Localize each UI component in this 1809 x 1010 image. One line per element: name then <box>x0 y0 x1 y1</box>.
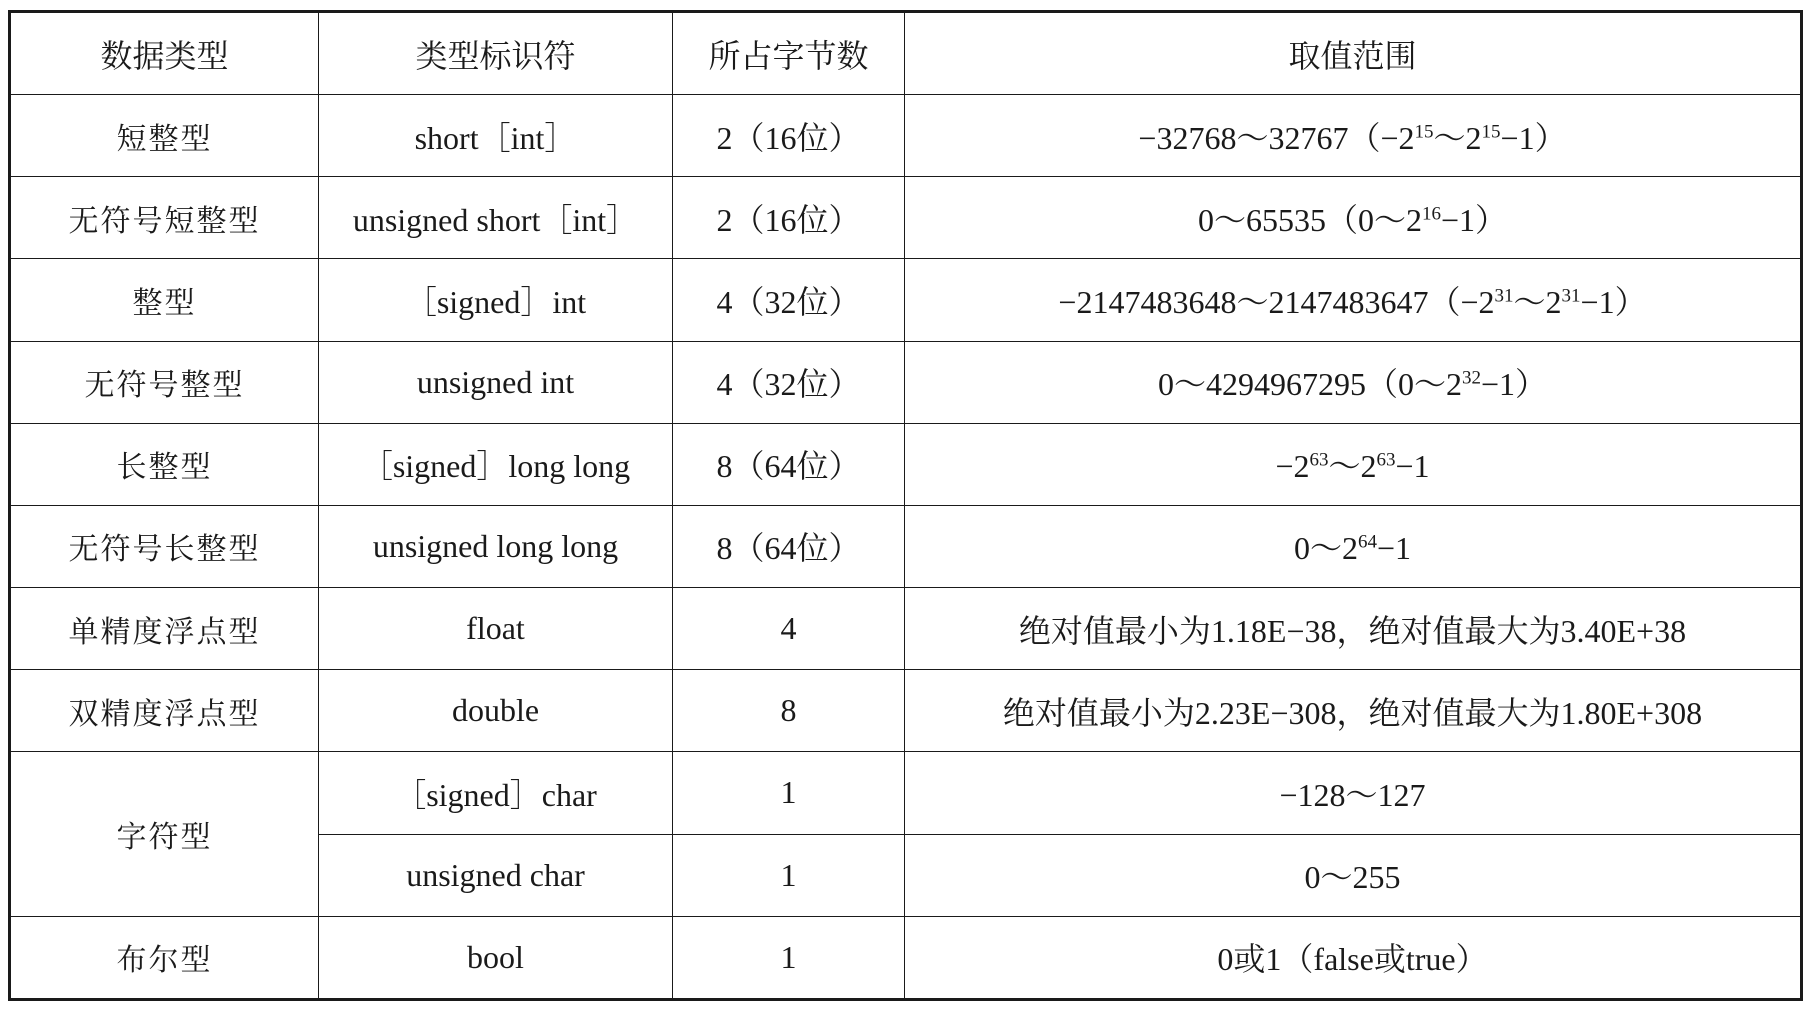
range-exponent: 15 <box>1481 120 1501 142</box>
cell-byte-size: 4（32位） <box>673 341 905 423</box>
cell-data-type: 整型 <box>10 259 319 341</box>
table-row <box>10 505 1802 587</box>
cell-data-type: 布尔型 <box>10 916 319 999</box>
table-row <box>10 259 1802 341</box>
cell-data-type: 无符号长整型 <box>10 505 319 587</box>
cell-byte-size: 1 <box>673 916 905 999</box>
range-text: −2 <box>1275 448 1310 485</box>
range-text: −1） <box>1440 201 1508 238</box>
cell-type-identifier: double <box>319 670 673 752</box>
cell-value-range <box>905 588 1802 670</box>
cell-byte-size: 8（64位） <box>673 505 905 587</box>
cell-byte-size: 1 <box>673 834 905 916</box>
cell-value-range <box>905 177 1802 259</box>
range-exponent: 16 <box>1421 203 1441 225</box>
range-text: 0～4294967295（0～2 <box>1157 366 1462 403</box>
cell-value-range <box>905 423 1802 505</box>
cell-type-identifier: unsigned int <box>319 341 673 423</box>
range-text: −128～127 <box>1279 776 1426 813</box>
cell-value-range <box>905 834 1802 916</box>
cell-value-range <box>905 670 1802 752</box>
range-text: ～2 <box>1513 283 1562 320</box>
cell-data-type: 字符型 <box>10 752 319 916</box>
cell-data-type: 单精度浮点型 <box>10 588 319 670</box>
range-text: −1） <box>1500 119 1567 156</box>
range-exponent: 31 <box>1494 285 1514 307</box>
cell-data-type: 无符号短整型 <box>10 177 319 259</box>
range-text: 绝对值最小为2.23E−308，绝对值最大为1.80E+308 <box>1002 694 1703 731</box>
cell-byte-size: 4（32位） <box>673 259 905 341</box>
cell-type-identifier: ［signed］char <box>319 752 673 834</box>
cell-value-range <box>905 752 1802 834</box>
range-exponent: 63 <box>1309 449 1329 471</box>
range-exponent: 32 <box>1461 367 1481 389</box>
range-text: 0或1（false或true） <box>1217 941 1488 978</box>
cell-type-identifier: float <box>319 588 673 670</box>
cell-type-identifier: ［signed］int <box>319 259 673 341</box>
cell-data-type: 短整型 <box>10 95 319 177</box>
range-exponent: 31 <box>1561 285 1581 307</box>
cell-value-range <box>905 916 1802 999</box>
range-text: −1） <box>1480 366 1548 403</box>
table-row <box>10 752 1802 834</box>
table-row <box>10 916 1802 999</box>
cell-byte-size: 8 <box>673 670 905 752</box>
cell-data-type: 双精度浮点型 <box>10 670 319 752</box>
cell-type-identifier: short［int］ <box>319 95 673 177</box>
table-row <box>10 177 1802 259</box>
cell-byte-size: 4 <box>673 588 905 670</box>
range-text: 绝对值最小为1.18E−38，绝对值最大为3.40E+38 <box>1018 612 1687 649</box>
table-row <box>10 423 1802 505</box>
cell-type-identifier: unsigned short［int］ <box>319 177 673 259</box>
cell-type-identifier: ［signed］long long <box>319 423 673 505</box>
cell-value-range <box>905 341 1802 423</box>
range-text: 0～2 <box>1293 530 1358 567</box>
header-data-type: 数据类型 <box>10 12 319 95</box>
cell-type-identifier: unsigned char <box>319 834 673 916</box>
range-exponent: 63 <box>1376 449 1396 471</box>
cell-byte-size: 2（16位） <box>673 177 905 259</box>
table-body <box>10 95 1802 1000</box>
range-text: −1） <box>1580 283 1647 320</box>
table-row <box>10 670 1802 752</box>
range-text: 0～255 <box>1304 859 1401 896</box>
range-text: −2147483648～2147483647（−2 <box>1058 283 1495 320</box>
cell-data-type: 无符号整型 <box>10 341 319 423</box>
cell-value-range <box>905 95 1802 177</box>
cell-value-range <box>905 505 1802 587</box>
range-text: ～2 <box>1433 119 1482 156</box>
range-text: 0～65535（0～2 <box>1197 201 1422 238</box>
cell-byte-size: 2（16位） <box>673 95 905 177</box>
data-types-table <box>8 10 1803 1001</box>
cell-type-identifier: bool <box>319 916 673 999</box>
cell-type-identifier: unsigned long long <box>319 505 673 587</box>
header-byte-size: 所占字节数 <box>673 12 905 95</box>
range-text: −1 <box>1395 448 1430 485</box>
cell-byte-size: 8（64位） <box>673 423 905 505</box>
cell-data-type: 长整型 <box>10 423 319 505</box>
range-text: ～2 <box>1328 448 1377 485</box>
range-exponent: 64 <box>1357 531 1377 553</box>
header-value-range: 取值范围 <box>905 12 1802 95</box>
range-exponent: 15 <box>1414 120 1434 142</box>
header-type-identifier: 类型标识符 <box>319 12 673 95</box>
range-text: −1 <box>1376 530 1412 567</box>
table-row <box>10 341 1802 423</box>
cell-value-range <box>905 259 1802 341</box>
table-row <box>10 95 1802 177</box>
table-row <box>10 588 1802 670</box>
cell-byte-size: 1 <box>673 752 905 834</box>
header-row <box>10 12 1802 95</box>
range-text: −32768～32767（−2 <box>1138 119 1415 156</box>
